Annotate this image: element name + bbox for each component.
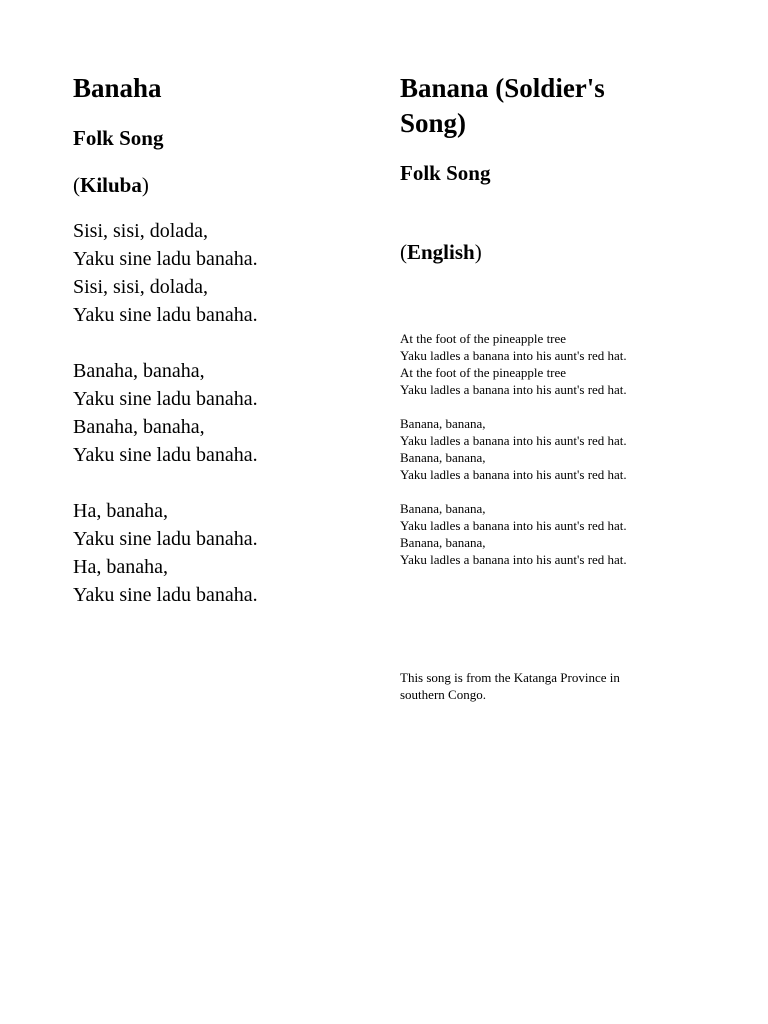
lyric-line: Banana, banana, — [400, 416, 486, 431]
lyric-line: Yaku ladles a banana into his aunt's red hat. — [400, 552, 627, 567]
lyric-line: Yaku ladles a banana into his aunt's red hat. — [400, 518, 627, 533]
lyric-line: Yaku sine ladu banaha. — [73, 444, 258, 466]
english-title-line-1: Banana (Soldier's — [400, 73, 605, 103]
lyric-line: Sisi, sisi, dolada, — [73, 276, 209, 298]
lyric-line: Banana, banana, — [400, 501, 486, 516]
lyric-line: Ha, banaha, — [73, 556, 168, 578]
lyric-line: Banaha, banaha, — [73, 416, 205, 438]
kiluba-subtitle: Folk Song — [73, 126, 164, 150]
lyric-line: Yaku sine ladu banaha. — [73, 304, 258, 326]
english-title-line-2: Song) — [400, 108, 467, 138]
lyric-line: Ha, banaha, — [73, 500, 168, 522]
kiluba-language: (Kiluba) — [73, 173, 149, 197]
lyric-line: Yaku ladles a banana into his aunt's red hat. — [400, 467, 627, 482]
origin-note — [400, 669, 690, 703]
stanza-gap — [73, 469, 258, 497]
lyric-line: Yaku sine ladu banaha. — [73, 248, 258, 270]
english-language: (English) — [400, 240, 482, 264]
kiluba-language-label: Kiluba — [80, 173, 142, 197]
kiluba-lyrics — [73, 217, 258, 609]
lyric-line: Yaku ladles a banana into his aunt's red hat. — [400, 433, 627, 448]
origin-note-line-1: This song is from the Katanga Province in — [400, 670, 620, 685]
stanza-gap — [73, 329, 258, 357]
lyric-line: Banana, banana, — [400, 450, 486, 465]
kiluba-title: Banaha — [73, 73, 162, 103]
lyric-line: Yaku sine ladu banaha. — [73, 388, 258, 410]
lyric-line: At the foot of the pineapple tree — [400, 365, 567, 380]
lyric-line: Banana, banana, — [400, 535, 486, 550]
english-title — [400, 71, 605, 141]
stanza-gap — [400, 483, 627, 500]
lyric-line: Yaku ladles a banana into his aunt's red hat. — [400, 348, 627, 363]
lyric-line: At the foot of the pineapple tree — [400, 331, 567, 346]
lyric-line: Sisi, sisi, dolada, — [73, 220, 209, 242]
english-lyrics — [400, 330, 627, 568]
origin-note-line-2: southern Congo. — [400, 687, 486, 702]
english-subtitle: Folk Song — [400, 161, 491, 185]
lyric-line: Yaku sine ladu banaha. — [73, 584, 258, 606]
lyric-line: Yaku ladles a banana into his aunt's red hat. — [400, 382, 627, 397]
lyric-line: Yaku sine ladu banaha. — [73, 528, 258, 550]
stanza-gap — [400, 398, 627, 415]
lyric-line: Banaha, banaha, — [73, 360, 205, 382]
english-language-label: English — [407, 240, 475, 264]
